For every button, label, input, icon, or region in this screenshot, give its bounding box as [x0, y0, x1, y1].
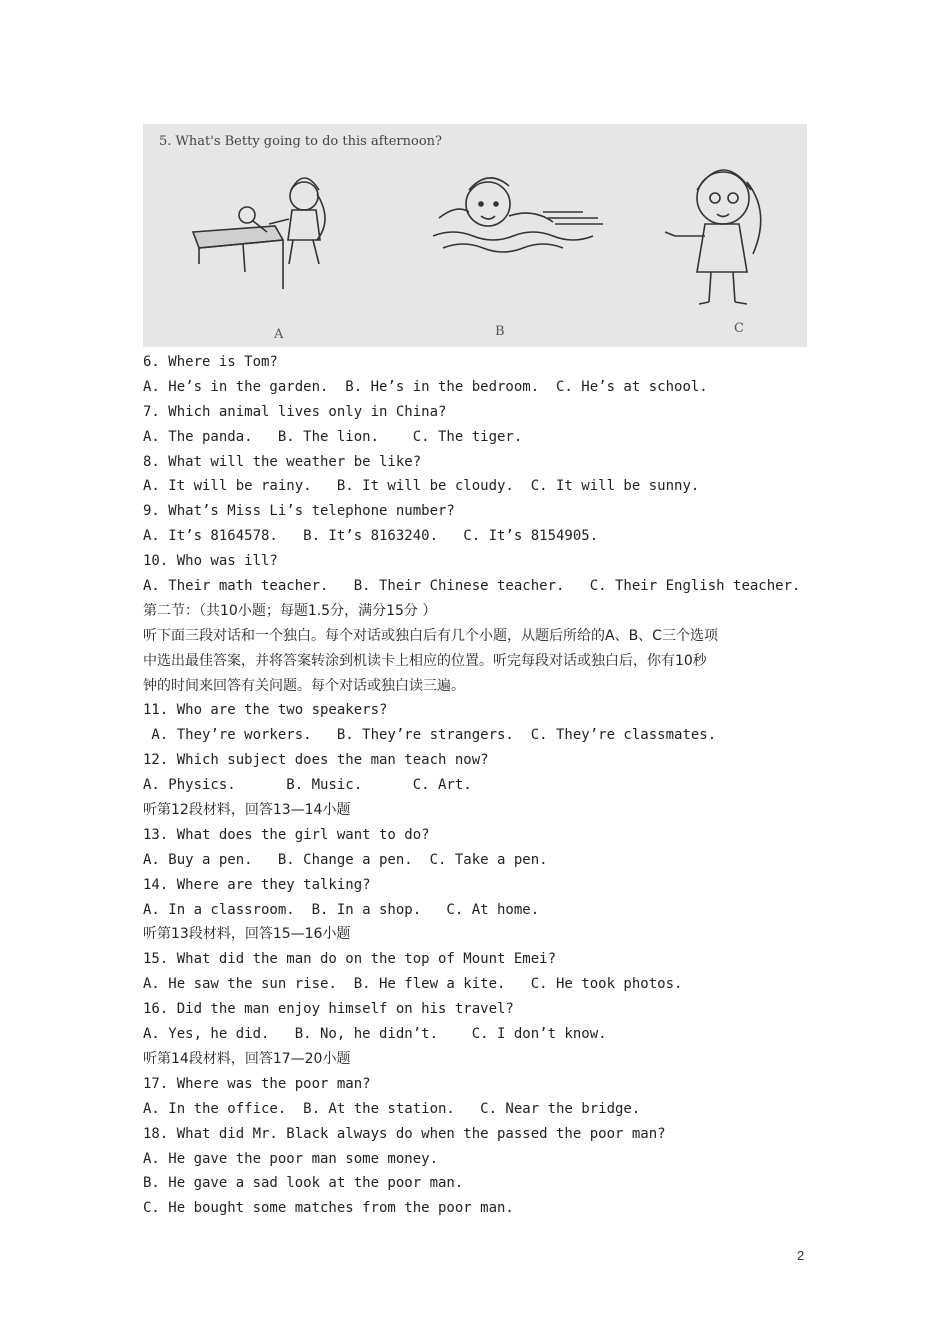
- question-line: 10. Who was ill?: [143, 553, 278, 570]
- question-line: A. He saw the sun rise. B. He flew a kite. C. He took photos.: [143, 976, 683, 993]
- question-line: A. It will be rainy. B. It will be cloudy. C. It will be sunny.: [143, 478, 700, 495]
- swimming-boy-illustration: [433, 178, 603, 252]
- question-line: A. In the office. B. At the station. C. Near the bridge.: [143, 1100, 641, 1117]
- question-list: [143, 350, 813, 1221]
- question-5-text: 5. What's Betty going to do this afternoon?: [159, 134, 443, 149]
- question-line: 14. Where are they talking?: [143, 876, 371, 893]
- question-line: A. They’re workers. B. They’re strangers. C. They’re classmates.: [143, 727, 717, 744]
- question-5-figure: [143, 124, 807, 347]
- question-line: A. He gave the poor man some money.: [143, 1150, 439, 1167]
- ping-pong-girl-illustration: [193, 178, 325, 289]
- waving-girl-illustration: [665, 170, 761, 304]
- figure-drawing: [143, 124, 807, 347]
- section-instruction-line: 中选出最佳答案，并将答案转涂到机读卡上相应的位置。听完每段对话或独白后，你有10秒: [143, 652, 707, 669]
- section-instruction-line: 听第13段材料，回答15—16小题: [143, 926, 351, 943]
- question-line: 6. Where is Tom?: [143, 354, 278, 370]
- figure-label-a: A: [274, 327, 284, 342]
- section-instruction-line: 听第14段材料，回答17—20小题: [143, 1050, 351, 1067]
- section-instruction-line: 第二节：（共10小题；每题1.5分，满分15分 ）: [143, 602, 437, 619]
- figure-label-b: B: [495, 324, 505, 339]
- question-line: A. Their math teacher. B. Their Chinese teacher. C. Their English teacher.: [143, 578, 801, 595]
- question-line: 15. What did the man do on the top of Mount Emei?: [143, 951, 557, 968]
- question-line: A. It’s 8164578. B. It’s 8163240. C. It’s 8154905.: [143, 528, 599, 545]
- section-instruction-line: 听下面三段对话和一个独白。每个对话或独白后有几个小题，从题后所给的A、B、C三个选项: [143, 627, 718, 644]
- question-line: 18. What did Mr. Black always do when the passed the poor man?: [143, 1125, 666, 1142]
- question-line: A. He’s in the garden. B. He’s in the bedroom. C. He’s at school.: [143, 378, 708, 395]
- question-line: 16. Did the man enjoy himself on his travel?: [143, 1001, 514, 1018]
- question-line: 17. Where was the poor man?: [143, 1075, 371, 1092]
- question-line: A. Yes, he did. B. No, he didn’t. C. I don’t know.: [143, 1026, 607, 1043]
- section-instruction-line: 钟的时间来回答有关问题。每个对话或独白读三遍。: [143, 677, 465, 694]
- section-instruction-line: 听第12段材料，回答13—14小题: [143, 802, 351, 819]
- question-line: B. He gave a sad look at the poor man.: [143, 1175, 464, 1192]
- question-line: 12. Which subject does the man teach now?: [143, 752, 489, 769]
- question-line: A. In a classroom. B. In a shop. C. At home.: [143, 901, 540, 918]
- question-line: C. He bought some matches from the poor man.: [143, 1200, 514, 1217]
- question-line: A. Physics. B. Music. C. Art.: [143, 777, 472, 794]
- question-line: A. Buy a pen. B. Change a pen. C. Take a pen.: [143, 851, 548, 868]
- page-number: 2: [797, 1248, 805, 1263]
- figure-label-c: C: [734, 321, 744, 336]
- question-line: 7. Which animal lives only in China?: [143, 403, 447, 420]
- question-line: A. The panda. B. The lion. C. The tiger.: [143, 428, 523, 445]
- question-line: 13. What does the girl want to do?: [143, 826, 430, 843]
- question-line: 8. What will the weather be like?: [143, 453, 422, 470]
- question-line: 9. What’s Miss Li’s telephone number?: [143, 503, 455, 520]
- question-line: 11. Who are the two speakers?: [143, 702, 388, 719]
